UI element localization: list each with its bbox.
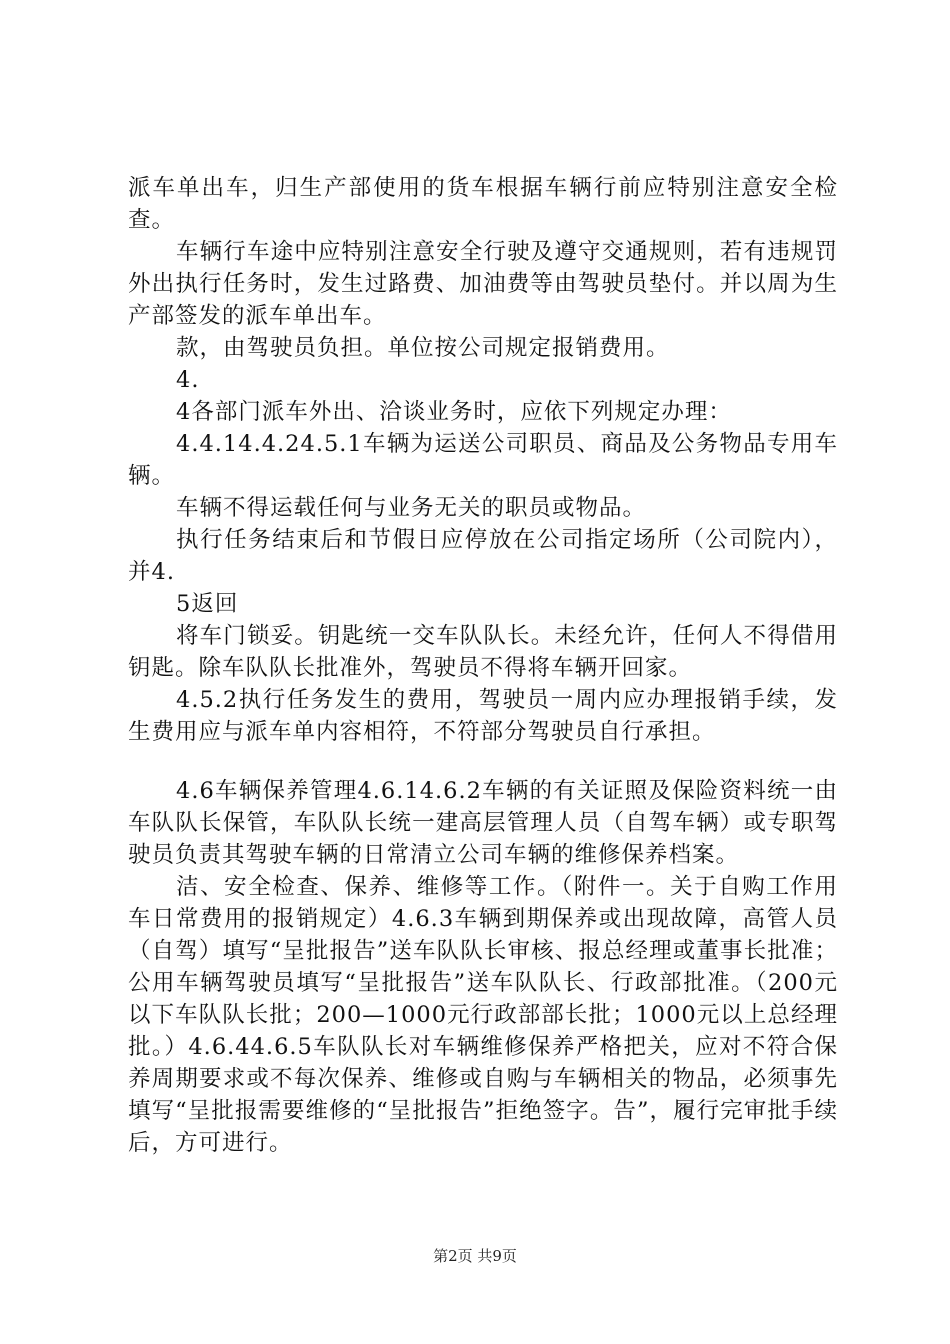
paragraph-10: 将车门锁妥。钥匙统一交车队队长。未经允许，任何人不得借用钥匙。除车队队长批准外，驾驶员不得将车辆开回家。 [128,623,838,681]
paragraph-2: 车辆行车途中应特别注意安全行驶及遵守交通规则，若有违规罚外出执行任务时，发生过路费、加油费等由驾驶员垫付。并以周为生产部签发的派车单出车。 [128,239,838,329]
paragraph-9: 5返回 [176,591,239,617]
paragraph-11: 4.5.2执行任务发生的费用，驾驶员一周内应办理报销手续，发生费用应与派车单内容相符，不符部分驾驶员自行承担。 [128,687,838,745]
page-footer: 第2页 共9页 [433,1247,517,1265]
paragraph-spacer [128,748,838,775]
paragraph-6: 4.4.14.4.24.5.1车辆为运送公司职员、商品及公务物品专用车辆。 [128,431,838,489]
paragraph-3: 款，由驾驶员负担。单位按公司规定报销费用。 [176,335,670,361]
document-body [128,172,838,1159]
paragraph-7: 车辆不得运载任何与业务无关的职员或物品。 [176,495,647,521]
paragraph-4: 4. [176,367,200,393]
paragraph-12: 4.6车辆保养管理4.6.14.6.2车辆的有关证照及保险资料统一由车队队长保管，车队队长统一建高层管理人员（自驾车辆）或专职驾驶员负责其驾驶车辆的日常清立公司车辆的维修保养档案。 [128,778,838,868]
paragraph-8: 执行任务结束后和节假日应停放在公司指定场所（公司院内），并4. [128,527,838,585]
paragraph-13: 洁、安全检查、保养、维修等工作。（附件一。关于自购工作用车日常费用的报销规定）4.6.3车辆到期保养或出现故障，高管人员（自驾）填写“呈批报告”送车队队长审核、报总经理或董事长批准；公用车辆驾驶员填写“呈批报告”送车队队长、行政部批准。（200元以下车队队长批；200—1000元行政部部长批；1000元以上总经理批。）4.6.44.6.5车队队长对车辆维修保养严格把关，应对不符合保养周期要求或不每次保养、维修或自购与车辆相关的物品，必须事先填写“呈批报需要维修的“呈批报告”拒绝签字。告”，履行完审批手续后，方可进行。 [128,874,838,1156]
paragraph-5: 4各部门派车外出、洽谈业务时，应依下列规定办理： [176,399,732,425]
paragraph-1: 派车单出车，归生产部使用的货车根据车辆行前应特别注意安全检查。 [128,175,838,233]
